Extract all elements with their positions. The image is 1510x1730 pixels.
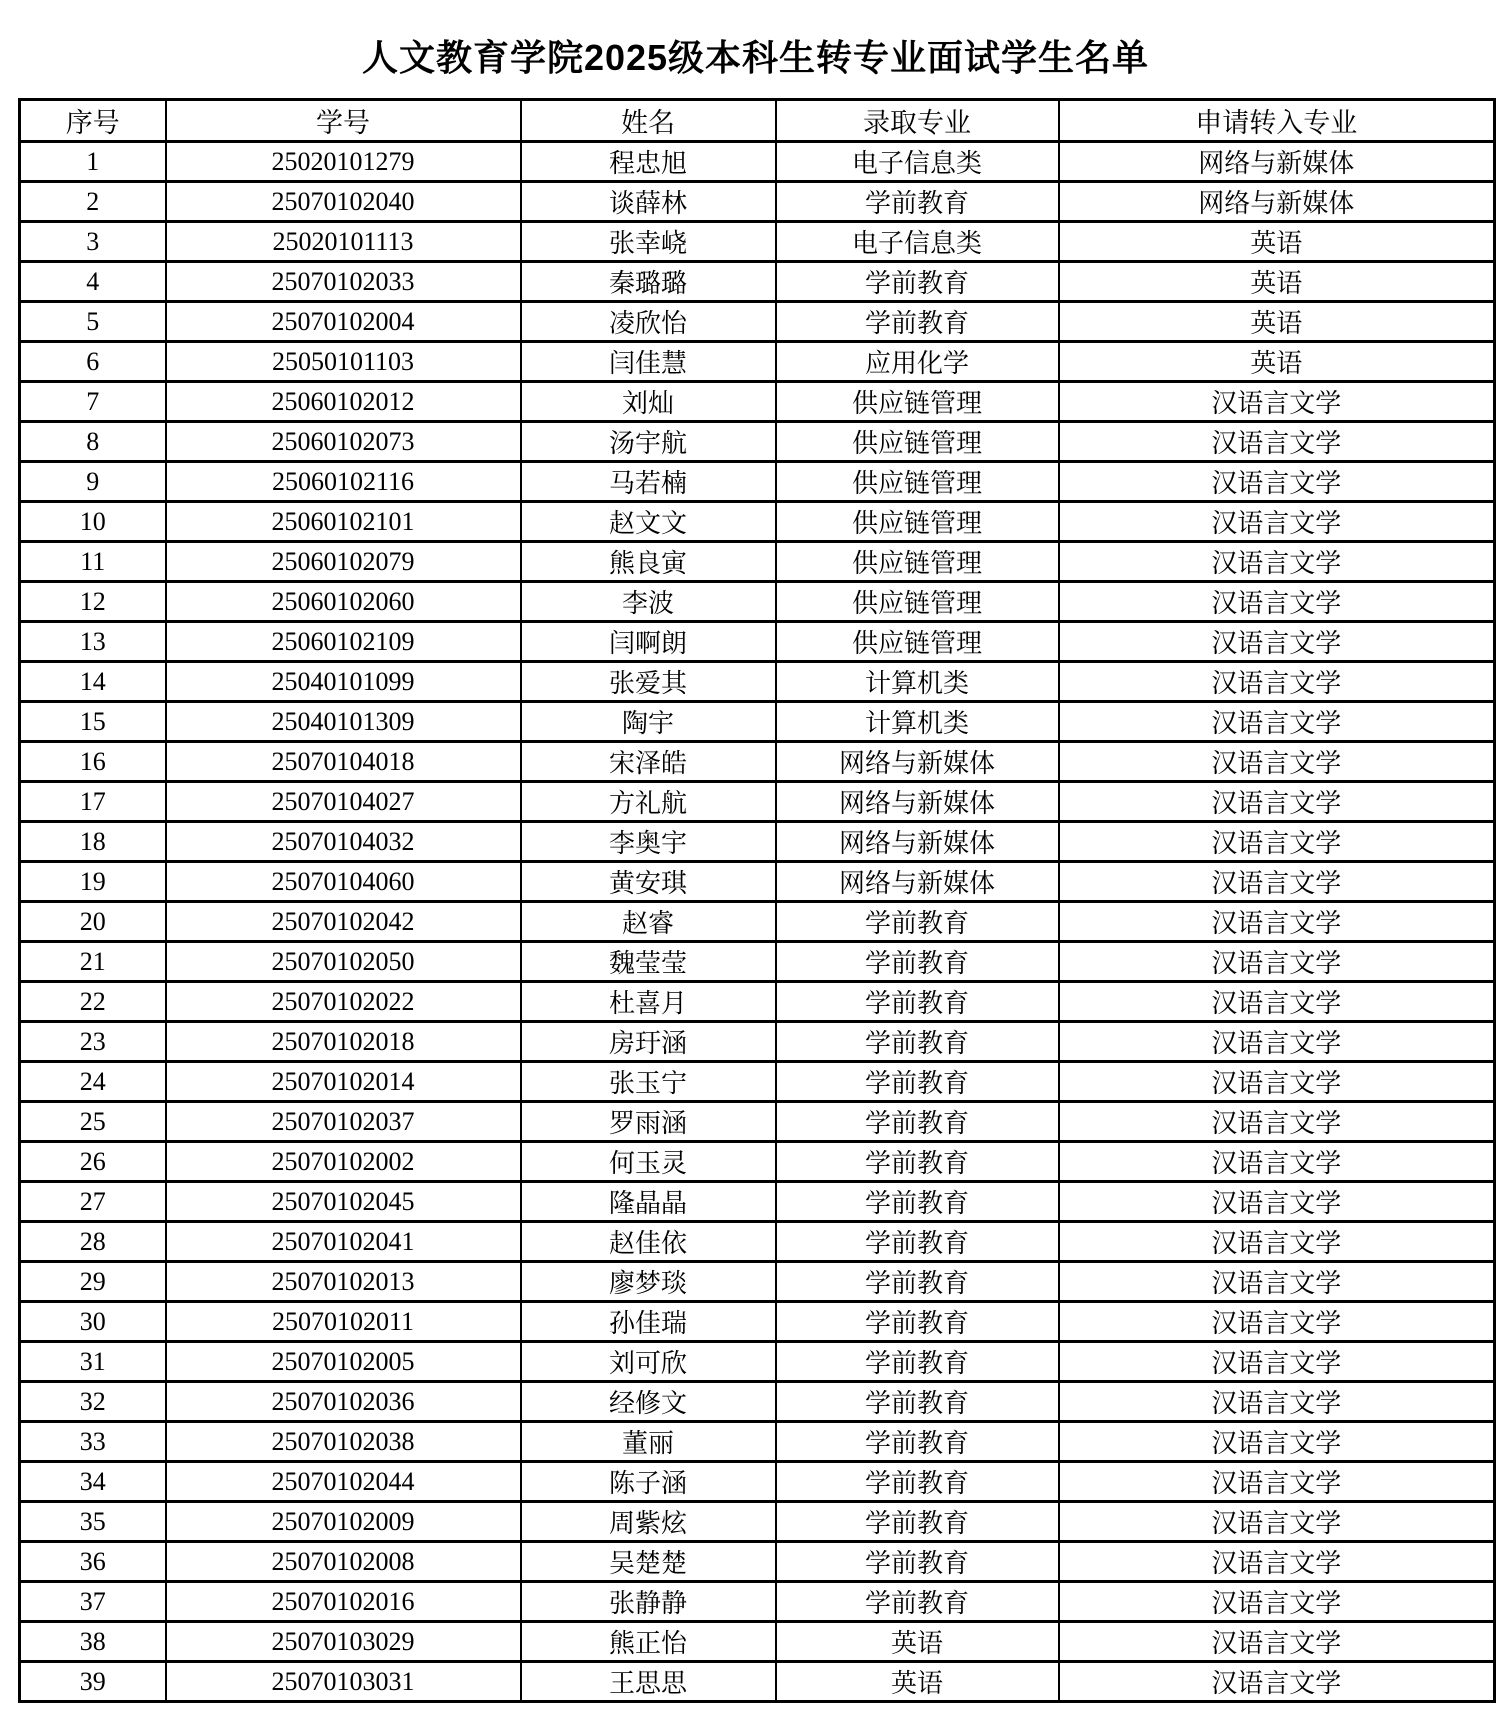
cell-transfer-major: 汉语言文学 [1059, 1182, 1495, 1222]
cell-index: 25 [20, 1102, 166, 1142]
cell-index: 27 [20, 1182, 166, 1222]
cell-transfer-major: 网络与新媒体 [1059, 142, 1495, 182]
cell-admitted-major: 供应链管理 [776, 542, 1059, 582]
cell-transfer-major: 汉语言文学 [1059, 662, 1495, 702]
cell-index: 21 [20, 942, 166, 982]
cell-index: 39 [20, 1662, 166, 1702]
cell-name: 马若楠 [521, 462, 776, 502]
cell-student-id: 25070102014 [166, 1062, 521, 1102]
cell-admitted-major: 学前教育 [776, 1062, 1059, 1102]
cell-name: 秦璐璐 [521, 262, 776, 302]
table-row [20, 1262, 1495, 1302]
cell-student-id: 25060102101 [166, 502, 521, 542]
cell-transfer-major: 汉语言文学 [1059, 1422, 1495, 1462]
cell-index: 30 [20, 1302, 166, 1342]
cell-admitted-major: 供应链管理 [776, 382, 1059, 422]
cell-name: 刘可欣 [521, 1342, 776, 1382]
page-title: 人文教育学院2025级本科生转专业面试学生名单 [361, 36, 1150, 78]
table-row [20, 1502, 1495, 1542]
cell-admitted-major: 网络与新媒体 [776, 742, 1059, 782]
cell-name: 张爱其 [521, 662, 776, 702]
table-row [20, 1582, 1495, 1622]
cell-transfer-major: 汉语言文学 [1059, 1462, 1495, 1502]
cell-transfer-major: 汉语言文学 [1059, 422, 1495, 462]
cell-name: 罗雨涵 [521, 1102, 776, 1142]
cell-transfer-major: 汉语言文学 [1059, 542, 1495, 582]
table-row [20, 262, 1495, 302]
cell-index: 32 [20, 1382, 166, 1422]
cell-admitted-major: 学前教育 [776, 982, 1059, 1022]
cell-admitted-major: 计算机类 [776, 702, 1059, 742]
cell-admitted-major: 应用化学 [776, 342, 1059, 382]
cell-name: 凌欣怡 [521, 302, 776, 342]
cell-name: 张静静 [521, 1582, 776, 1622]
table-row [20, 1542, 1495, 1582]
cell-index: 4 [20, 262, 166, 302]
cell-index: 24 [20, 1062, 166, 1102]
cell-student-id: 25070102036 [166, 1382, 521, 1422]
table-row [20, 622, 1495, 662]
table-row [20, 1142, 1495, 1182]
cell-transfer-major: 汉语言文学 [1059, 502, 1495, 542]
cell-index: 8 [20, 422, 166, 462]
cell-admitted-major: 学前教育 [776, 1222, 1059, 1262]
table-row [20, 1462, 1495, 1502]
cell-admitted-major: 电子信息类 [776, 142, 1059, 182]
table-row [20, 1182, 1495, 1222]
cell-index: 29 [20, 1262, 166, 1302]
table-row [20, 1342, 1495, 1382]
cell-student-id: 25040101099 [166, 662, 521, 702]
cell-name: 熊正怡 [521, 1622, 776, 1662]
cell-student-id: 25070102008 [166, 1542, 521, 1582]
cell-student-id: 25070102042 [166, 902, 521, 942]
cell-student-id: 25070102038 [166, 1422, 521, 1462]
cell-index: 35 [20, 1502, 166, 1542]
cell-student-id: 25070102005 [166, 1342, 521, 1382]
cell-name: 陈子涵 [521, 1462, 776, 1502]
cell-student-id: 25070102002 [166, 1142, 521, 1182]
table-row [20, 1662, 1495, 1702]
cell-student-id: 25070102041 [166, 1222, 521, 1262]
cell-index: 19 [20, 862, 166, 902]
cell-admitted-major: 学前教育 [776, 1262, 1059, 1302]
cell-transfer-major: 网络与新媒体 [1059, 182, 1495, 222]
table-row [20, 1422, 1495, 1462]
table-body [20, 142, 1495, 1702]
table-row [20, 302, 1495, 342]
cell-name: 刘灿 [521, 382, 776, 422]
cell-name: 赵睿 [521, 902, 776, 942]
table-row [20, 182, 1495, 222]
cell-index: 18 [20, 822, 166, 862]
cell-transfer-major: 汉语言文学 [1059, 1382, 1495, 1422]
table-row [20, 822, 1495, 862]
cell-student-id: 25060102116 [166, 462, 521, 502]
cell-admitted-major: 英语 [776, 1622, 1059, 1662]
cell-transfer-major: 英语 [1059, 262, 1495, 302]
table-row [20, 142, 1495, 182]
table-row [20, 462, 1495, 502]
cell-index: 11 [20, 542, 166, 582]
column-header-name: 姓名 [521, 100, 776, 142]
table-row [20, 1302, 1495, 1342]
column-header-index: 序号 [20, 100, 166, 142]
cell-transfer-major: 汉语言文学 [1059, 1142, 1495, 1182]
table-row [20, 1622, 1495, 1662]
cell-student-id: 25070102033 [166, 262, 521, 302]
cell-student-id: 25070104027 [166, 782, 521, 822]
cell-name: 方礼航 [521, 782, 776, 822]
table-row [20, 422, 1495, 462]
cell-admitted-major: 计算机类 [776, 662, 1059, 702]
cell-name: 杜喜月 [521, 982, 776, 1022]
cell-admitted-major: 学前教育 [776, 1462, 1059, 1502]
cell-transfer-major: 英语 [1059, 222, 1495, 262]
table-row [20, 1022, 1495, 1062]
cell-name: 谈薛林 [521, 182, 776, 222]
table-row [20, 382, 1495, 422]
cell-index: 28 [20, 1222, 166, 1262]
cell-student-id: 25070102037 [166, 1102, 521, 1142]
cell-index: 10 [20, 502, 166, 542]
cell-student-id: 25070102018 [166, 1022, 521, 1062]
cell-admitted-major: 学前教育 [776, 1302, 1059, 1342]
cell-name: 李奥宇 [521, 822, 776, 862]
cell-transfer-major: 汉语言文学 [1059, 702, 1495, 742]
cell-admitted-major: 网络与新媒体 [776, 862, 1059, 902]
cell-student-id: 25070102050 [166, 942, 521, 982]
table-row [20, 742, 1495, 782]
cell-student-id: 25060102012 [166, 382, 521, 422]
cell-admitted-major: 学前教育 [776, 902, 1059, 942]
table-row [20, 502, 1495, 542]
cell-index: 22 [20, 982, 166, 1022]
table-row [20, 1102, 1495, 1142]
cell-name: 周紫炫 [521, 1502, 776, 1542]
cell-admitted-major: 学前教育 [776, 942, 1059, 982]
cell-index: 2 [20, 182, 166, 222]
cell-admitted-major: 英语 [776, 1662, 1059, 1702]
cell-transfer-major: 汉语言文学 [1059, 1662, 1495, 1702]
cell-admitted-major: 学前教育 [776, 1502, 1059, 1542]
table-header-row [20, 100, 1495, 142]
cell-name: 赵文文 [521, 502, 776, 542]
table-row [20, 782, 1495, 822]
cell-name: 熊良寅 [521, 542, 776, 582]
cell-transfer-major: 汉语言文学 [1059, 1062, 1495, 1102]
column-header-admitted-major: 录取专业 [776, 100, 1059, 142]
column-header-student-id: 学号 [166, 100, 521, 142]
cell-admitted-major: 网络与新媒体 [776, 822, 1059, 862]
cell-student-id: 25070103029 [166, 1622, 521, 1662]
table-row [20, 1062, 1495, 1102]
cell-index: 34 [20, 1462, 166, 1502]
table-row [20, 982, 1495, 1022]
cell-student-id: 25070102016 [166, 1582, 521, 1622]
cell-name: 隆晶晶 [521, 1182, 776, 1222]
cell-student-id: 25070102013 [166, 1262, 521, 1302]
cell-index: 7 [20, 382, 166, 422]
cell-student-id: 25040101309 [166, 702, 521, 742]
cell-transfer-major: 汉语言文学 [1059, 1342, 1495, 1382]
table-row [20, 902, 1495, 942]
cell-transfer-major: 汉语言文学 [1059, 582, 1495, 622]
cell-admitted-major: 供应链管理 [776, 582, 1059, 622]
cell-admitted-major: 学前教育 [776, 1142, 1059, 1182]
cell-name: 李波 [521, 582, 776, 622]
cell-index: 13 [20, 622, 166, 662]
cell-name: 何玉灵 [521, 1142, 776, 1182]
cell-index: 31 [20, 1342, 166, 1382]
table-row [20, 702, 1495, 742]
cell-name: 王思思 [521, 1662, 776, 1702]
cell-index: 15 [20, 702, 166, 742]
cell-transfer-major: 汉语言文学 [1059, 1502, 1495, 1542]
cell-index: 20 [20, 902, 166, 942]
cell-transfer-major: 汉语言文学 [1059, 622, 1495, 662]
cell-index: 26 [20, 1142, 166, 1182]
cell-student-id: 25070102009 [166, 1502, 521, 1542]
cell-admitted-major: 供应链管理 [776, 622, 1059, 662]
cell-name: 黄安琪 [521, 862, 776, 902]
cell-index: 33 [20, 1422, 166, 1462]
cell-admitted-major: 供应链管理 [776, 462, 1059, 502]
cell-student-id: 25020101279 [166, 142, 521, 182]
cell-student-id: 25020101113 [166, 222, 521, 262]
cell-transfer-major: 汉语言文学 [1059, 1542, 1495, 1582]
cell-student-id: 25070102044 [166, 1462, 521, 1502]
cell-name: 房玗涵 [521, 1022, 776, 1062]
table-row [20, 222, 1495, 262]
cell-name: 陶宇 [521, 702, 776, 742]
cell-transfer-major: 汉语言文学 [1059, 902, 1495, 942]
column-header-transfer-major: 申请转入专业 [1059, 100, 1495, 142]
cell-name: 吴楚楚 [521, 1542, 776, 1582]
cell-name: 经修文 [521, 1382, 776, 1422]
cell-student-id: 25070104018 [166, 742, 521, 782]
cell-student-id: 25070102004 [166, 302, 521, 342]
cell-transfer-major: 英语 [1059, 302, 1495, 342]
cell-index: 17 [20, 782, 166, 822]
cell-admitted-major: 学前教育 [776, 1182, 1059, 1222]
cell-transfer-major: 汉语言文学 [1059, 782, 1495, 822]
cell-transfer-major: 汉语言文学 [1059, 462, 1495, 502]
cell-admitted-major: 学前教育 [776, 1022, 1059, 1062]
cell-transfer-major: 英语 [1059, 342, 1495, 382]
cell-name: 程忠旭 [521, 142, 776, 182]
cell-index: 14 [20, 662, 166, 702]
cell-name: 宋泽皓 [521, 742, 776, 782]
cell-index: 3 [20, 222, 166, 262]
cell-transfer-major: 汉语言文学 [1059, 382, 1495, 422]
cell-student-id: 25070102040 [166, 182, 521, 222]
cell-name: 廖梦琰 [521, 1262, 776, 1302]
cell-student-id: 25060102060 [166, 582, 521, 622]
table-row [20, 942, 1495, 982]
cell-student-id: 25070102022 [166, 982, 521, 1022]
cell-transfer-major: 汉语言文学 [1059, 1622, 1495, 1662]
cell-name: 闫啊朗 [521, 622, 776, 662]
cell-index: 16 [20, 742, 166, 782]
cell-name: 张幸峣 [521, 222, 776, 262]
cell-transfer-major: 汉语言文学 [1059, 1582, 1495, 1622]
cell-admitted-major: 学前教育 [776, 262, 1059, 302]
cell-transfer-major: 汉语言文学 [1059, 1022, 1495, 1062]
cell-name: 闫佳慧 [521, 342, 776, 382]
cell-index: 36 [20, 1542, 166, 1582]
table-row [20, 582, 1495, 622]
cell-admitted-major: 学前教育 [776, 1102, 1059, 1142]
cell-student-id: 25070102011 [166, 1302, 521, 1342]
cell-name: 汤宇航 [521, 422, 776, 462]
cell-student-id: 25060102073 [166, 422, 521, 462]
cell-transfer-major: 汉语言文学 [1059, 1102, 1495, 1142]
cell-admitted-major: 供应链管理 [776, 422, 1059, 462]
cell-index: 6 [20, 342, 166, 382]
cell-index: 5 [20, 302, 166, 342]
cell-transfer-major: 汉语言文学 [1059, 862, 1495, 902]
cell-student-id: 25060102079 [166, 542, 521, 582]
cell-student-id: 25070103031 [166, 1662, 521, 1702]
cell-transfer-major: 汉语言文学 [1059, 742, 1495, 782]
table-row [20, 1382, 1495, 1422]
table-row [20, 862, 1495, 902]
cell-index: 12 [20, 582, 166, 622]
cell-index: 1 [20, 142, 166, 182]
cell-admitted-major: 学前教育 [776, 1582, 1059, 1622]
cell-admitted-major: 学前教育 [776, 1382, 1059, 1422]
cell-name: 张玉宁 [521, 1062, 776, 1102]
cell-transfer-major: 汉语言文学 [1059, 982, 1495, 1022]
cell-name: 赵佳依 [521, 1222, 776, 1262]
table-row [20, 342, 1495, 382]
cell-index: 23 [20, 1022, 166, 1062]
table-row [20, 1222, 1495, 1262]
cell-transfer-major: 汉语言文学 [1059, 1302, 1495, 1342]
cell-student-id: 25070104032 [166, 822, 521, 862]
cell-admitted-major: 学前教育 [776, 182, 1059, 222]
cell-student-id: 25060102109 [166, 622, 521, 662]
cell-student-id: 25070102045 [166, 1182, 521, 1222]
cell-transfer-major: 汉语言文学 [1059, 1222, 1495, 1262]
cell-student-id: 25070104060 [166, 862, 521, 902]
cell-admitted-major: 学前教育 [776, 302, 1059, 342]
cell-name: 孙佳瑞 [521, 1302, 776, 1342]
cell-index: 37 [20, 1582, 166, 1622]
cell-admitted-major: 电子信息类 [776, 222, 1059, 262]
cell-name: 魏莹莹 [521, 942, 776, 982]
cell-admitted-major: 学前教育 [776, 1422, 1059, 1462]
cell-student-id: 25050101103 [166, 342, 521, 382]
cell-name: 董丽 [521, 1422, 776, 1462]
table-row [20, 662, 1495, 702]
cell-index: 38 [20, 1622, 166, 1662]
cell-transfer-major: 汉语言文学 [1059, 822, 1495, 862]
cell-transfer-major: 汉语言文学 [1059, 1262, 1495, 1302]
cell-index: 9 [20, 462, 166, 502]
table-row [20, 542, 1495, 582]
cell-admitted-major: 学前教育 [776, 1542, 1059, 1582]
cell-transfer-major: 汉语言文学 [1059, 942, 1495, 982]
students-table [18, 98, 1496, 1703]
cell-admitted-major: 网络与新媒体 [776, 782, 1059, 822]
cell-admitted-major: 供应链管理 [776, 502, 1059, 542]
cell-admitted-major: 学前教育 [776, 1342, 1059, 1382]
